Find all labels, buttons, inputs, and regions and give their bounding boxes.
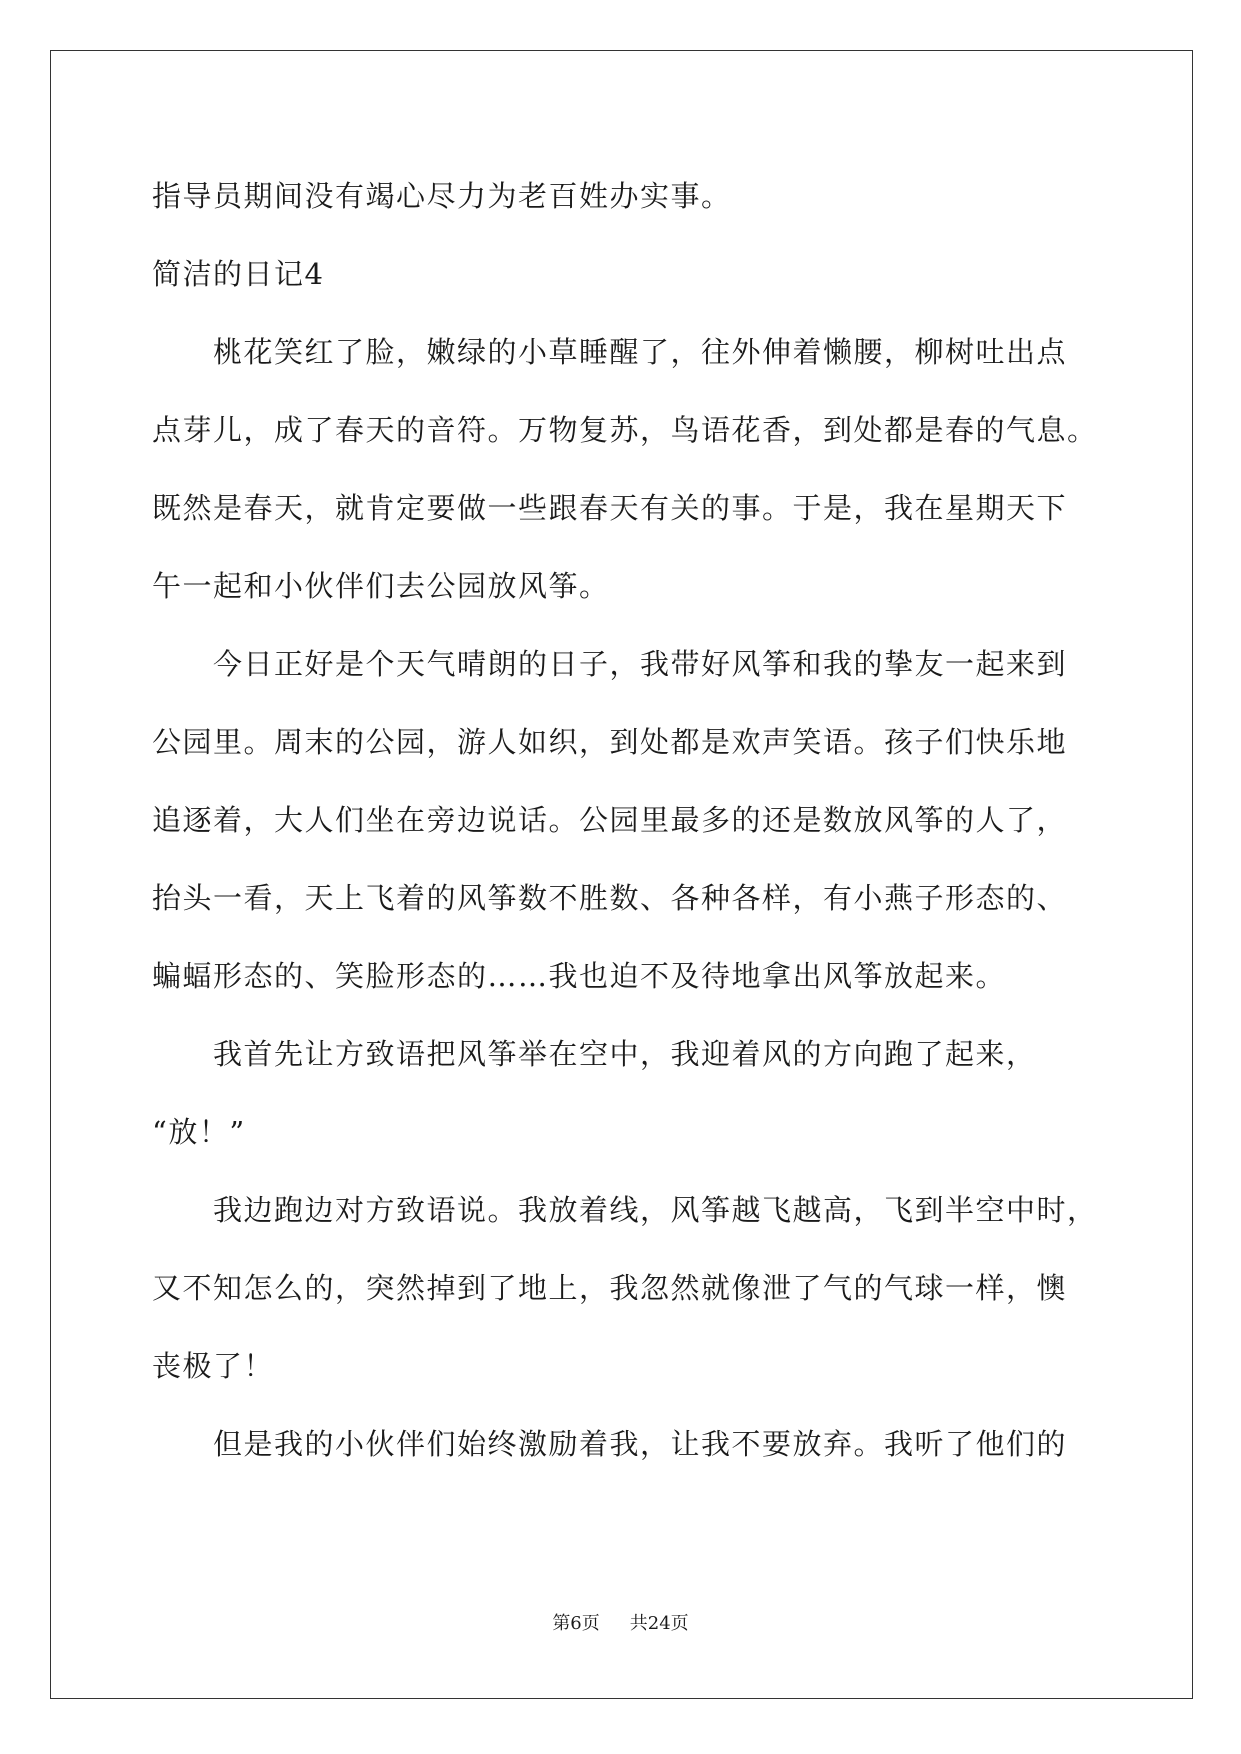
text-line: 又不知怎么的，突然掉到了地上，我忽然就像泄了气的气球一样，懊 [152,1271,1068,1305]
page-number: 第6页 [552,1613,600,1634]
text-line: 午一起和小伙伴们去公园放风筝。 [152,569,610,603]
text-line: 我首先让方致语把风筝举在空中，我迎着风的方向跑了起来， [152,1037,1037,1071]
text-line: 桃花笑红了脸，嫩绿的小草睡醒了，往外伸着懒腰，柳树吐出点 [152,335,1068,369]
text-line: 公园里。周末的公园，游人如织，到处都是欢声笑语。孩子们快乐地 [152,725,1068,759]
section-heading: 简洁的日记4 [152,257,325,291]
text-line: 既然是春天，就肯定要做一些跟春天有关的事。于是，我在星期天下 [152,491,1068,525]
text-line: “放！” [152,1115,246,1149]
text-line: 指导员期间没有竭心尽力为老百姓办实事。 [152,179,732,213]
text-line: 追逐着，大人们坐在旁边说话。公园里最多的还是数放风筝的人了， [152,803,1068,837]
page-footer [0,1612,1241,1636]
text-line: 点芽儿，成了春天的音符。万物复苏，鸟语花香，到处都是春的气息。 [152,413,1098,447]
text-line: 但是我的小伙伴们始终激励着我，让我不要放弃。我听了他们的 [152,1427,1068,1461]
page-total: 共24页 [629,1613,689,1634]
text-line: 丧极了！ [152,1349,275,1383]
text-line: 蝙蝠形态的、笑脸形态的……我也迫不及待地拿出风筝放起来。 [152,959,1007,993]
text-line: 今日正好是个天气晴朗的日子，我带好风筝和我的挚友一起来到 [152,647,1068,681]
text-line: 抬头一看，天上飞着的风筝数不胜数、各种各样，有小燕子形态的、 [152,881,1068,915]
text-line: 我边跑边对方致语说。我放着线，风筝越飞越高，飞到半空中时， [152,1193,1098,1227]
